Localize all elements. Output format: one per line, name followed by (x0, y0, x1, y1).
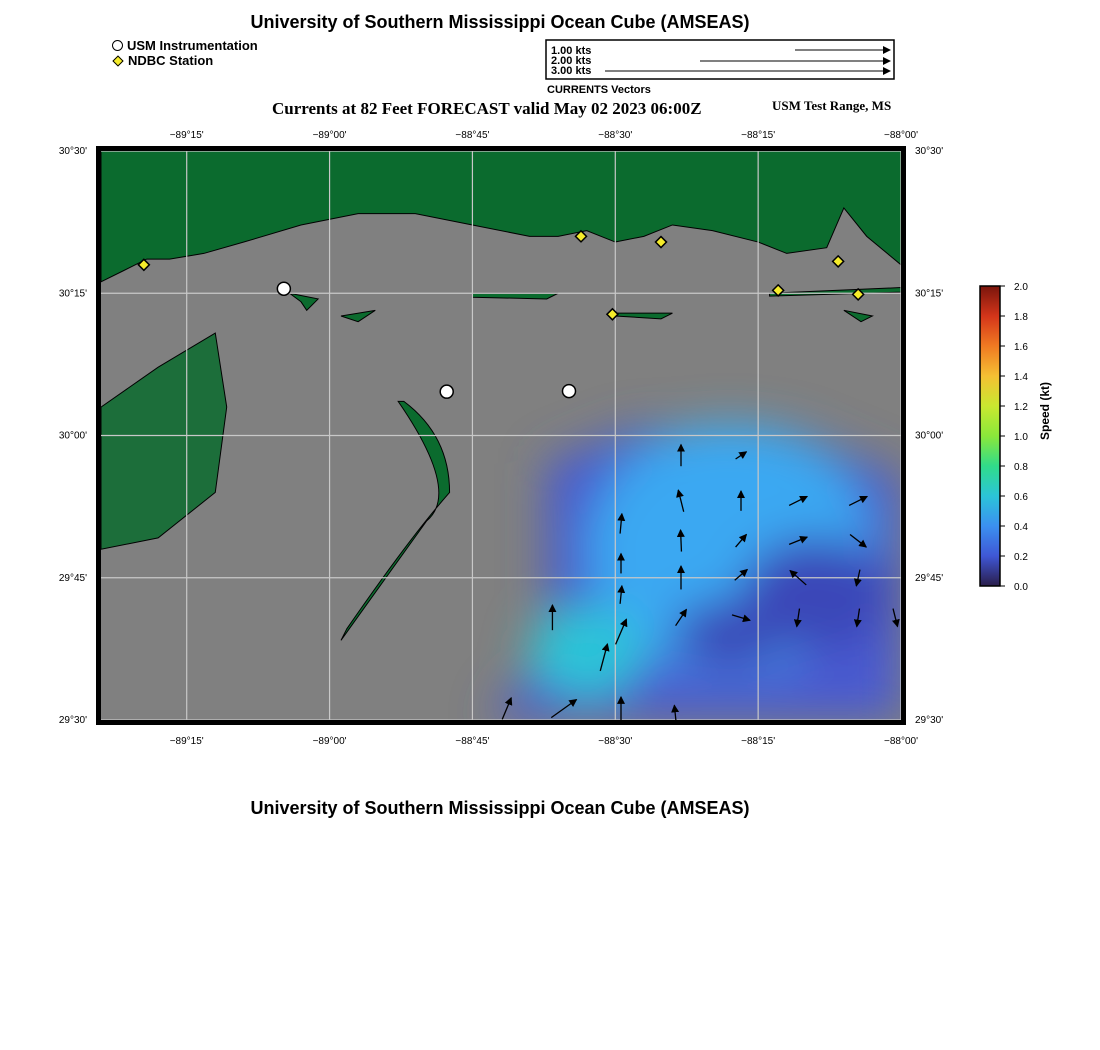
x-tick-label: −88°00' (884, 736, 918, 747)
page-title: University of Southern Mississippi Ocean Cube (AMSEAS) (250, 12, 750, 32)
colorbar-tick-label: 0.2 (1014, 552, 1028, 563)
current-vector (681, 530, 682, 552)
y-tick-label: 29°30' (915, 715, 944, 726)
colorbar-tick-label: 1.8 (1014, 312, 1028, 323)
y-tick-label: 29°30' (58, 715, 87, 726)
colorbar-tick-label: 1.6 (1014, 342, 1028, 353)
vector-legend-label: 1.00 kts (551, 45, 592, 57)
colorbar-tick-label: 1.0 (1014, 432, 1028, 443)
colorbar-tick-label: 1.2 (1014, 402, 1028, 413)
vector-legend-caption: CURRENTS Vectors (547, 84, 651, 96)
vector-legend-box (546, 40, 894, 79)
x-tick-label: −89°00' (312, 130, 347, 141)
usm-instrument-marker (440, 385, 453, 398)
y-tick-label: 30°15' (58, 288, 87, 300)
y-tick-label: 30°30' (58, 146, 87, 157)
vector-legend-label: 3.00 kts (551, 65, 592, 77)
range-label: USM Test Range, MS (772, 98, 892, 113)
usm-instrument-marker (277, 282, 290, 295)
y-tick-label: 29°45' (915, 572, 944, 584)
colorbar-tick-label: 0.8 (1014, 462, 1028, 473)
usm-instrument-marker (563, 385, 576, 398)
y-tick-label: 30°00' (915, 430, 944, 442)
colorbar-ramp (980, 286, 1000, 586)
colorbar-label: Speed (kt) (1038, 381, 1052, 440)
colorbar-tick-label: 1.4 (1014, 372, 1028, 383)
y-tick-label: 30°00' (58, 430, 87, 442)
y-tick-label: 30°15' (915, 288, 944, 300)
speed-blob (672, 601, 786, 669)
colorbar-tick-label: 0.4 (1014, 522, 1028, 533)
y-tick-label: 30°30' (915, 146, 944, 157)
x-tick-label: −88°15' (741, 130, 776, 141)
x-tick-label: −88°30' (598, 130, 633, 141)
map-subtitle: Currents at 82 Feet FORECAST valid May 02 2023 06:00Z (272, 99, 702, 118)
x-tick-label: −88°45' (455, 130, 490, 141)
speed-field (490, 424, 901, 720)
x-tick-label: −88°00' (884, 130, 918, 141)
vector-legend-label: 2.00 kts (551, 55, 592, 67)
x-tick-label: −89°15' (169, 130, 204, 141)
colorbar-tick-label: 2.0 (1014, 282, 1028, 293)
key-label-usm: USM Instrumentation (127, 38, 258, 53)
footer-title: University of Southern Mississippi Ocean Cube (AMSEAS) (250, 798, 750, 818)
y-tick-label: 29°45' (58, 572, 87, 584)
x-tick-label: −88°30' (598, 736, 633, 747)
x-tick-label: −89°15' (169, 736, 204, 747)
key-label-ndbc: NDBC Station (128, 53, 214, 68)
colorbar (980, 282, 1028, 593)
colorbar-tick-label: 0.6 (1014, 492, 1028, 503)
x-tick-label: −89°00' (312, 736, 347, 747)
colorbar-tick-label: 0.0 (1014, 582, 1028, 593)
x-tick-label: −88°45' (455, 736, 490, 747)
vector-scale-legend (546, 40, 894, 79)
speed-field-blur (490, 424, 901, 720)
x-tick-label: −88°15' (741, 736, 776, 747)
